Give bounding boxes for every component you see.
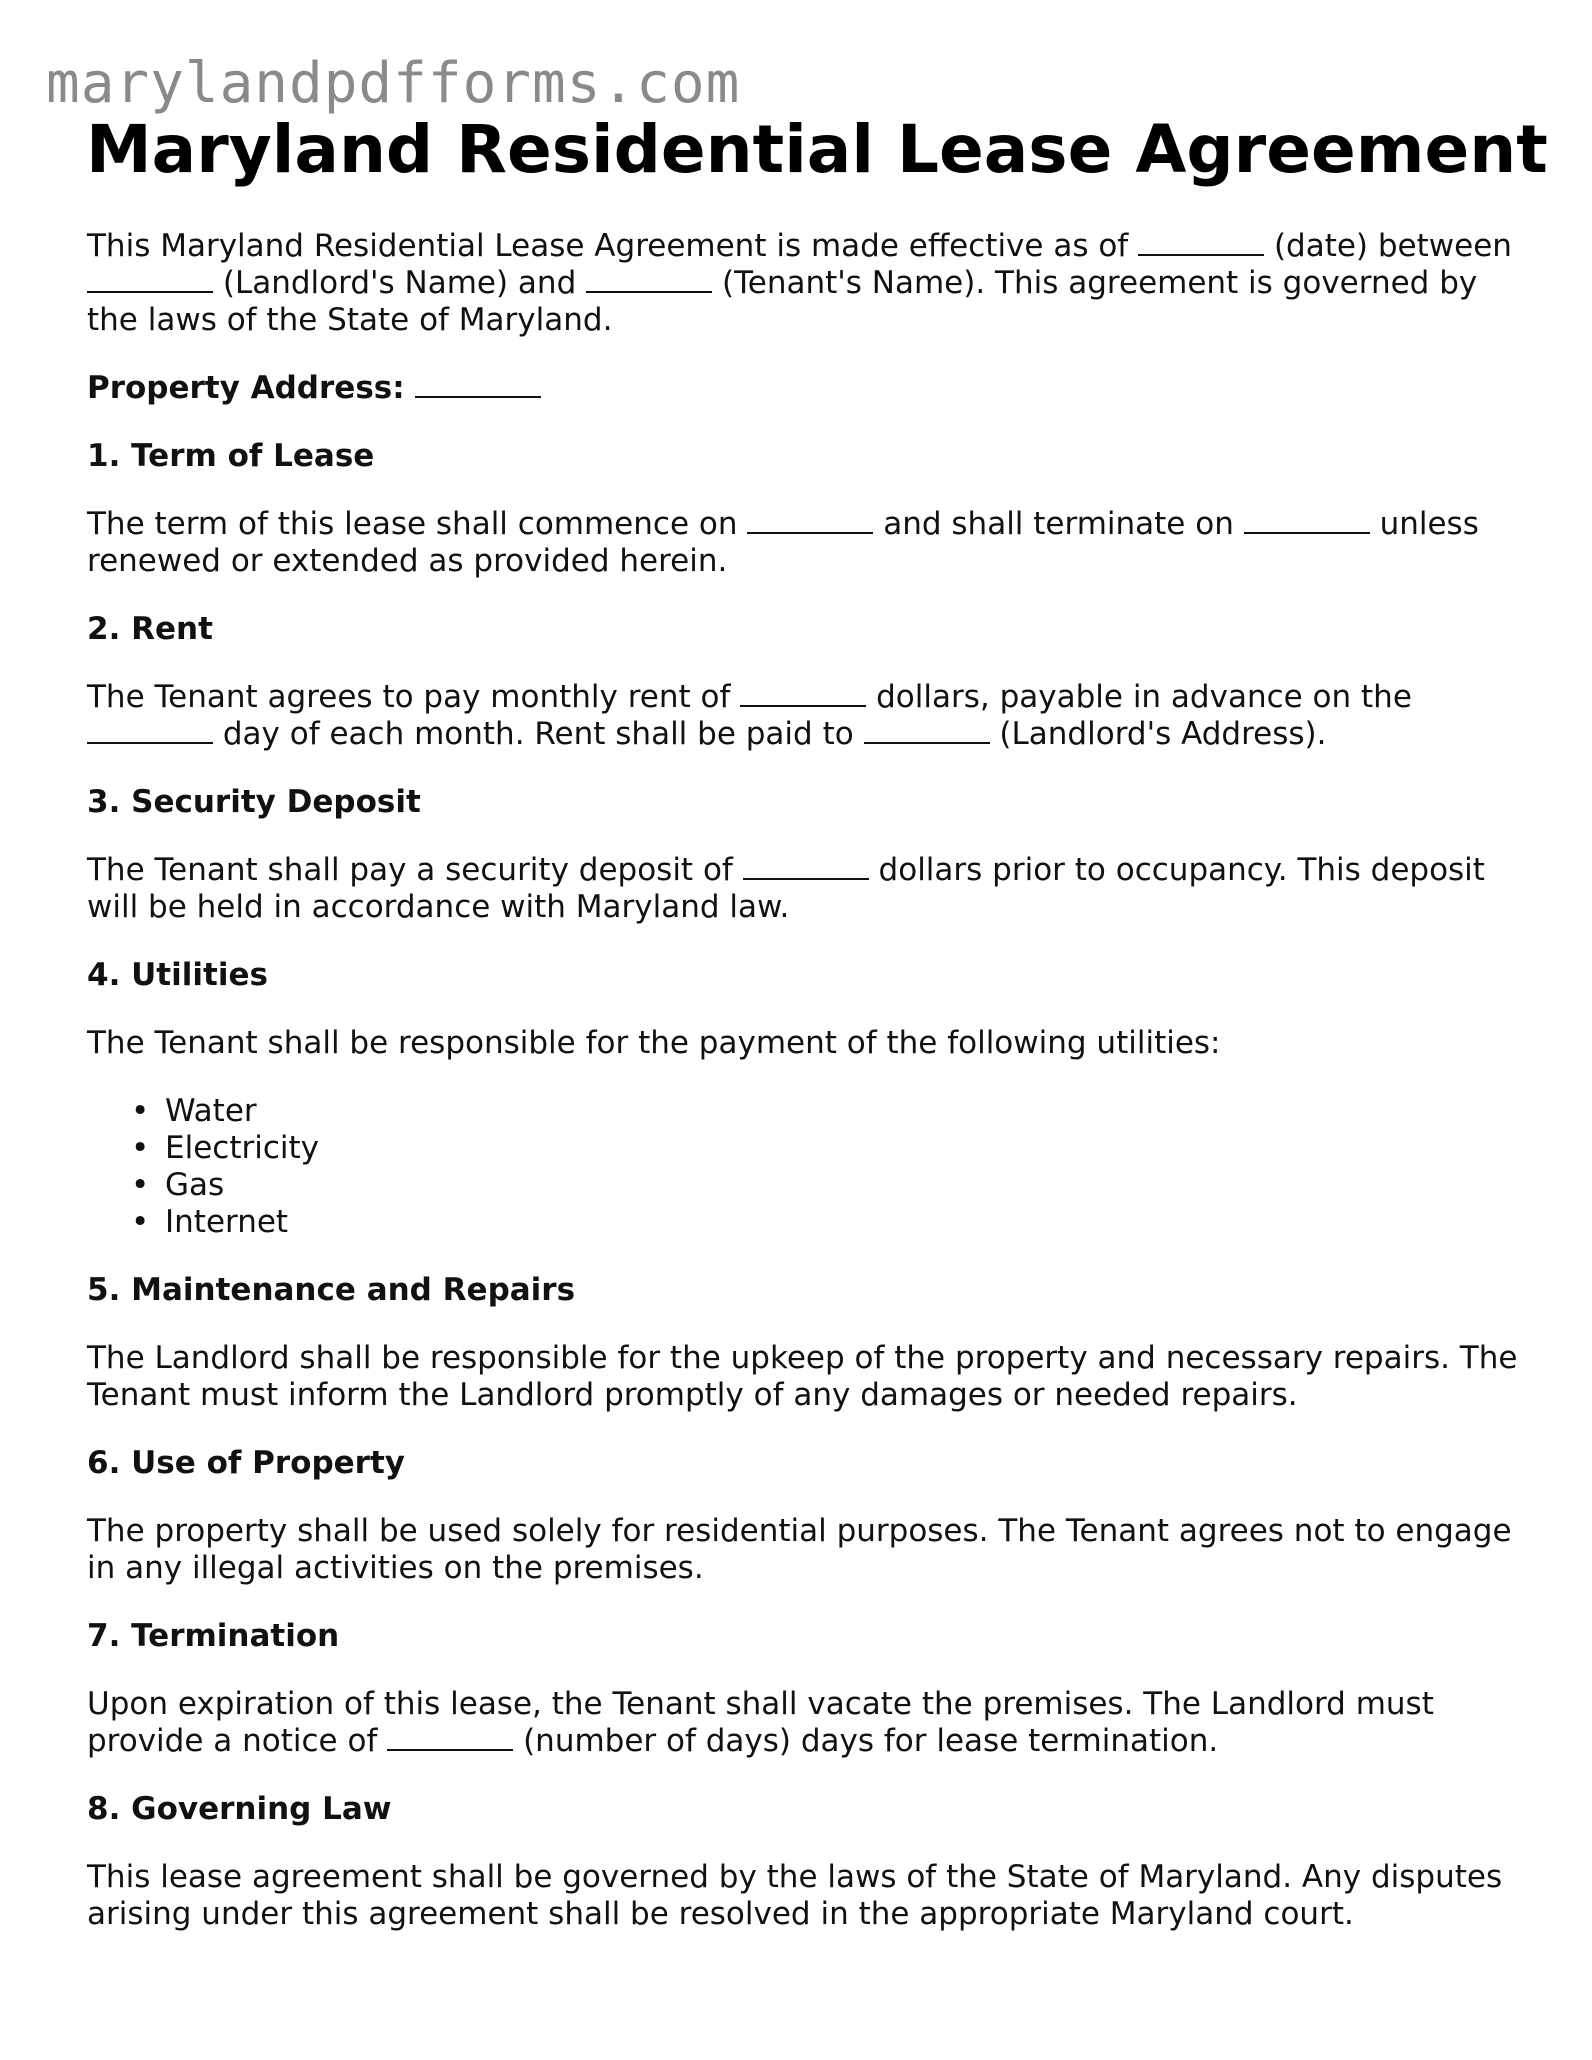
list-item [131,1167,1527,1204]
section-heading-use: 6. Use of Property [87,1445,405,1481]
termination-text-1: Upon expiration of this lease, the Tenant shall vacate the premises. The Landlord must provide a notice of [87,1686,1434,1759]
termination-text-2: (number of days) days for lease termination. [523,1723,1219,1759]
rent-amount-blank[interactable] [740,679,866,707]
landlord-name-blank[interactable] [87,265,213,293]
utility-label: Water [165,1093,257,1129]
deposit-amount-blank[interactable] [743,852,869,880]
effective-date-blank[interactable] [1138,228,1264,256]
rent-text-4: (Landlord's Address). [999,716,1327,752]
deposit-paragraph [87,852,1527,926]
term-text-3: unless renewed or extended as provided herein. [87,506,1479,579]
property-address-blank[interactable] [415,370,541,398]
maintenance-paragraph: The Landlord shall be responsible for the upkeep of the property and necessary repairs. The Tenant must inform the Landlord promptly of any damages or needed repairs. [87,1340,1518,1413]
deposit-text-2: dollars prior to occupancy. This deposit will be held in accordance with Maryland law. [87,852,1485,925]
utility-label: Gas [165,1167,225,1203]
term-paragraph [87,506,1527,580]
property-address-label: Property Address: [87,370,405,406]
intro-text-2: (date) between [1273,228,1512,264]
intro-text-3: (Landlord's Name) and [222,265,577,301]
document-title: Maryland Residential Lease Agreement [86,111,1548,188]
termination-paragraph [87,1686,1527,1760]
section-heading-term: 1. Term of Lease [87,438,375,474]
law-paragraph: This lease agreement shall be governed by the laws of the State of Maryland. Any disputes arising under this agreement shall be resolved in the appropriate Maryland court. [87,1859,1503,1932]
deposit-text-1: The Tenant shall pay a security deposit of [87,852,733,888]
section-heading-rent: 2. Rent [87,611,213,647]
rent-text-3: day of each month. Rent shall be paid to [222,716,854,752]
term-text-2: and shall terminate on [883,506,1234,542]
tenant-name-blank[interactable] [586,265,712,293]
section-heading-termination: 7. Termination [87,1618,340,1654]
intro-text-1: This Maryland Residential Lease Agreement is made effective as of [87,228,1129,264]
bullet-icon: • [131,1204,150,1240]
list-item [131,1204,1527,1241]
terminate-date-blank[interactable] [1244,506,1370,534]
site-watermark: marylandpdfforms.com [46,51,741,116]
section-heading-utilities: 4. Utilities [87,957,268,993]
commence-date-blank[interactable] [747,506,873,534]
term-text-1: The term of this lease shall commence on [87,506,738,542]
intro-paragraph [87,228,1527,339]
utility-label: Internet [165,1204,289,1240]
rent-text-2: dollars, payable in advance on the [876,679,1412,715]
list-item [131,1130,1527,1167]
property-address-line [87,370,1527,407]
bullet-icon: • [131,1167,150,1203]
section-heading-law: 8. Governing Law [87,1791,392,1827]
utility-label: Electricity [165,1130,319,1166]
list-item [131,1093,1527,1130]
intro-text-4: (Tenant's Name). This agreement is governed by the laws of the State of Maryland. [87,265,1478,338]
utilities-intro: The Tenant shall be responsible for the payment of the following utilities: [87,1025,1221,1061]
use-paragraph: The property shall be used solely for residential purposes. The Tenant agrees not to engage in any illegal activities on the premises. [87,1513,1512,1586]
section-heading-maintenance: 5. Maintenance and Repairs [87,1272,576,1308]
bullet-icon: • [131,1130,150,1166]
rent-paragraph [87,679,1527,753]
section-heading-deposit: 3. Security Deposit [87,784,421,820]
notice-days-blank[interactable] [387,1723,513,1751]
rent-day-blank[interactable] [87,716,213,744]
utilities-list [87,1093,1527,1241]
bullet-icon: • [131,1093,150,1129]
landlord-address-blank[interactable] [864,716,990,744]
rent-text-1: The Tenant agrees to pay monthly rent of [87,679,731,715]
document-body [87,228,1527,1964]
